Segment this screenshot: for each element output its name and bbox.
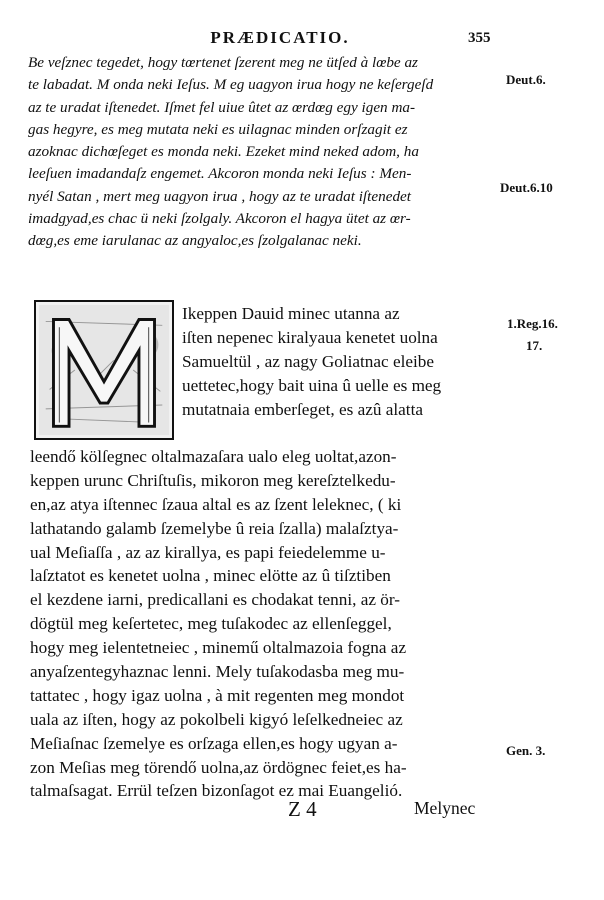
- text-line: zon Meſias meg törendő uolna,az ördögnec feiet,es ha-: [30, 757, 407, 777]
- text-line: te labadat. M onda neki Ieſus. M eg uagyon irua hogy ne keſergeſd: [28, 76, 434, 94]
- text-line: Ikeppen Dauid minec utanna az: [182, 304, 400, 323]
- text-line: keppen urunc Chriſtuſis, mikoron meg kereſztelkedu-: [30, 470, 396, 490]
- catchword: Melynec: [414, 798, 476, 818]
- text-line: tattatec , hogy igaz uolna , à mit regenten meg mondot: [30, 685, 405, 705]
- text-line: dögtül meg keſertetec, meg tuſakodec az ellenſeggel,: [30, 614, 392, 634]
- text-line: gas hegyre, es meg mutata neki es uilagnac minden orſzagit ez: [28, 120, 408, 138]
- text-line: Be veſznec tegedet, hogy tœrtenet ſzerent meg ne ütſed à lœbe az: [28, 54, 418, 71]
- text-line: ual Meſiaſſa , az az kirallya, es papi feiedelemme u-: [30, 542, 386, 562]
- woodcut-initial-icon: [36, 302, 172, 438]
- margin-note-deut: Deut.6.: [506, 72, 546, 87]
- text-line: anyaſzentegyhaznac lenni. Mely tuſakodasba meg mu-: [30, 662, 405, 682]
- italic-passage: [28, 52, 498, 253]
- text-line: talmaſsagat. Errül teſzen bizonſagot ez mai Euangelió.: [30, 781, 403, 801]
- text-line: uala az iſten, hogy az pokolbeli kigyó leſelkedneiec az: [30, 709, 403, 729]
- margin-note-deut: Deut.6.10: [500, 180, 553, 195]
- margin-note-reg-verse: 17.: [526, 338, 543, 353]
- margin-note-reg: 1.Reg.16.: [507, 316, 558, 331]
- text-line: dœg,es eme iarulanac az angyaloc,es ſzolgalanac neki.: [28, 232, 362, 250]
- running-head: PRÆDICATIO.: [210, 28, 350, 47]
- text-line: mutatnaia emberſeget, es azû alatta: [182, 399, 423, 419]
- text-line: Meſiaſnac ſzemelye es orſzaga ellen,es hogy ugyan a-: [30, 733, 398, 753]
- opening-paragraph-body: [30, 445, 504, 803]
- text-line: hogy meg ielentetneiec , minemű oltalmazoia fogna az: [30, 638, 407, 658]
- text-line: lathatando galamb ſzemelybe û reia ſzalla) malaſztya-: [30, 518, 399, 538]
- text-line: nyél Satan , mert meg uagyon irua , hogy az te uradat iſtenedet: [28, 187, 411, 205]
- text-line: leendő kölſegnec oltalmazaſara ualo eleg uoltat,azon-: [30, 447, 397, 466]
- page-number: 355: [468, 30, 491, 46]
- text-line: imadgyad,es chac ü neki ſzolgaly. Akcoron el hagya ütet az œr-: [28, 210, 411, 228]
- signature-mark: Z 4: [288, 797, 317, 821]
- text-line: Samueltül , az nagy Goliatnac eleibe: [182, 351, 434, 371]
- decorated-initial-m: [34, 300, 174, 440]
- text-line: uettetec,hogy bait uina û uelle es meg: [182, 375, 442, 395]
- opening-paragraph-head: [182, 302, 502, 421]
- text-line: en,az atya iſtennec ſzaua altal es az ſzent leleknec, ( ki: [30, 494, 402, 514]
- margin-note-gen: Gen. 3.: [506, 743, 546, 758]
- text-line: leeſuen imadandaſz engemet. Akcoron monda neki Ieſus : Men-: [28, 165, 412, 183]
- text-line: iſten nepenec kiralyaua kenetet uolna: [182, 327, 438, 347]
- text-line: laſztatot es kenetet uolna , minec elötte az û tiſztiben: [30, 566, 391, 586]
- text-line: az te uradat iſtenedet. Iſmet fel uiue ûtet az œrdœg egy igen ma-: [28, 98, 416, 116]
- text-line: el kezdene iarni, predicallani es chodakat tenni, az ör-: [30, 590, 400, 610]
- text-line: azoknac dichœſeget es monda neki. Ezeket mind neked adom, ha: [28, 143, 419, 161]
